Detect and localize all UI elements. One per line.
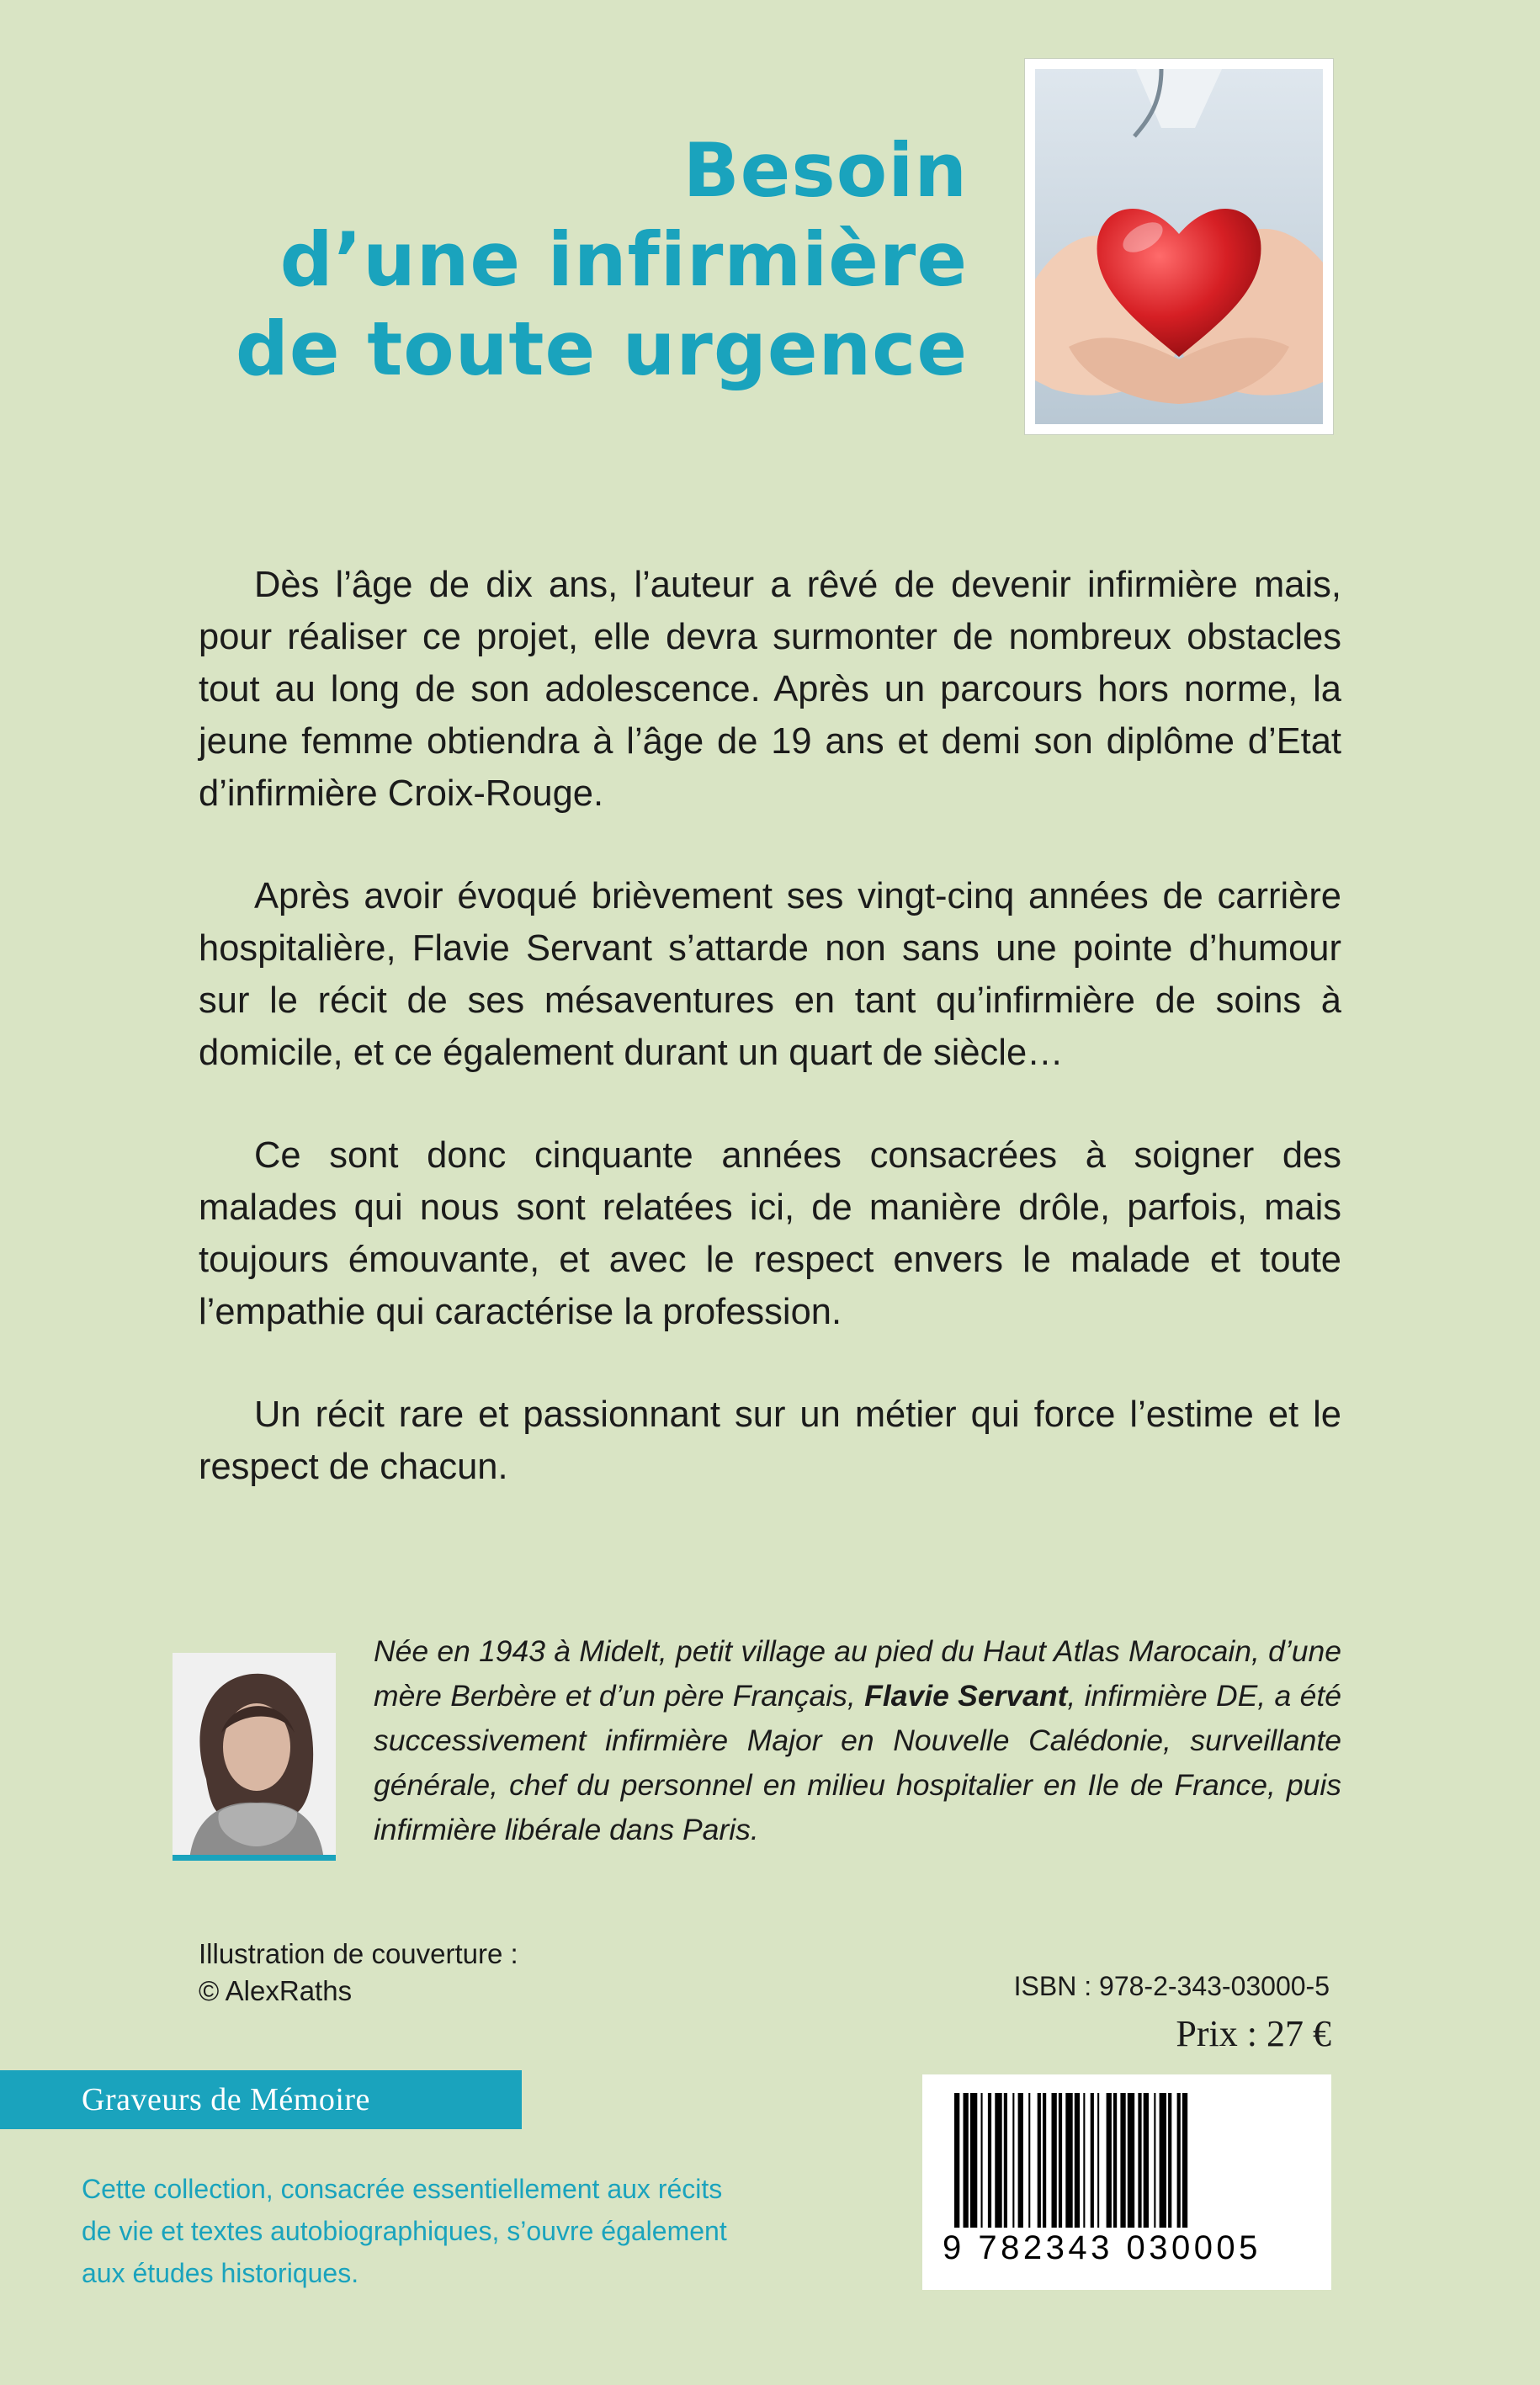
barcode-bar [1154,2093,1155,2228]
illustration-credit [199,1936,518,2010]
collection-description [82,2168,755,2294]
barcode-bar [1113,2093,1117,2228]
barcode-bar [1144,2093,1149,2228]
barcode-bar [1128,2093,1134,2228]
book-title-line-3: de toute urgence [235,305,968,392]
barcode-bar [1168,2093,1171,2228]
blurb-paragraph-4: Un récit rare et passionnant sur un métier qui force l’estime et le respect de chacun. [199,1394,1341,1487]
barcode-bar [954,2093,959,2228]
collection-description-line-2: de vie et textes autobiographiques, s’ouvre également [82,2216,727,2246]
barcode-bar [981,2093,983,2228]
barcode-bar [1028,2093,1030,2228]
barcode-bar [1091,2093,1094,2228]
barcode-bar [1160,2093,1166,2228]
author-bio-intro: Née en 1943 à Midelt, petit village au pied du Haut Atlas Marocain, d’une mère Berbère et d’un père Français, [374,1634,1341,1713]
barcode-bar [1043,2093,1046,2228]
isbn: ISBN : 978-2-343-03000-5 [1013,1971,1330,2001]
author-bio [374,1629,1341,1852]
price: Prix : 27 € [1176,2013,1331,2054]
barcode-bar [988,2093,991,2228]
blurb-paragraph-3: Ce sont donc cinquante années consacrées à soigner des malades qui nous sont relatées ici, de manière drôle, parfois, mais toujours émouvante, et avec le respect envers le malade et toute l’empathie qui caractérise la profession. [199,1135,1341,1332]
illustration-credit-name: © AlexRaths [199,1975,353,2006]
author-portrait-icon [173,1653,336,1861]
collection-description-line-3: aux études historiques. [82,2258,359,2288]
collection-description-line-1: Cette collection, consacrée essentiellement aux récits [82,2174,723,2204]
barcode-bar [1120,2093,1125,2228]
barcode-bar [1052,2093,1057,2228]
author-name: Flavie Servant [864,1679,1068,1713]
blurb [199,559,1341,1543]
author-bio-rest: , infirmière DE, a été successivement infirmière Major en Nouvelle Calédonie, surveillante générale, chef du personnel en milieu hospitalier en Ile de France, puis infirmière libérale dans Paris. [374,1679,1342,1846]
barcode-bar [1075,2093,1080,2228]
book-title-line-2: d’une infirmière [279,216,968,303]
illustration-credit-label: Illustration de couverture : [199,1938,518,1969]
barcode-bar [970,2093,977,2228]
book-title [219,126,968,394]
barcode-bar [1065,2093,1072,2228]
collection-name: Graveurs de Mémoire [0,2070,522,2129]
barcode-bar [1182,2093,1187,2228]
barcode-bar [1038,2093,1041,2228]
barcode-bar [1059,2093,1062,2228]
barcode-bar [1012,2093,1014,2228]
blurb-paragraph-1: Dès l’âge de dix ans, l’auteur a rêvé de devenir infirmière mais, pour réaliser ce projet, elle devra surmonter de nombreux obstacles tout au long de son adolescence. Après un parcours hors norme, la jeune femme obtiendra à l’âge de 19 ans et demi son diplôme d’Etat d’infirmière Croix-Rouge. [199,565,1341,814]
barcode-bar [964,2093,969,2228]
author-portrait-photo [173,1653,336,1861]
barcode-digits: 9 782343 030005 [943,2229,1261,2266]
heart-in-hands-icon [1035,69,1323,424]
book-title-line-1: Besoin [682,127,968,214]
barcode-bar [1004,2093,1007,2228]
barcode-bar [995,2093,1001,2228]
barcode-bar [1138,2093,1141,2228]
barcode-bar [1097,2093,1099,2228]
heart-in-hands-photo [1025,59,1333,434]
blurb-paragraph-2: Après avoir évoqué brièvement ses vingt-cinq années de carrière hospitalière, Flavie Servant s’attarde non sans une pointe d’humour sur le récit de ses mésaventures en tant qu’infirmière de soins à domicile, et ce également durant un quart de siècle… [199,876,1341,1073]
barcode-bar [1177,2093,1181,2228]
barcode-bar [1107,2093,1112,2228]
barcode-bar [1018,2093,1023,2228]
barcode-bar [1083,2093,1085,2228]
barcode [922,2074,1331,2290]
